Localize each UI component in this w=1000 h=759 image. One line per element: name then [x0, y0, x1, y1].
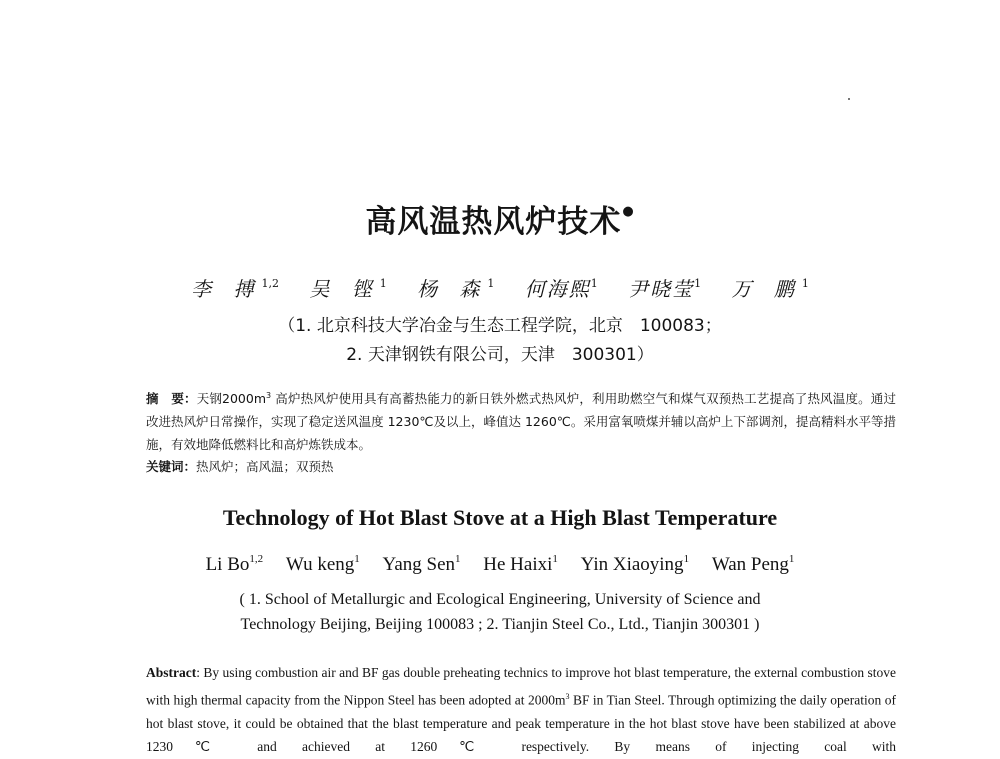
scan-speck — [848, 98, 850, 100]
author-en: Wan Peng$^1$ — [711, 553, 795, 575]
title-footnote-mark: ● — [622, 204, 635, 219]
author-en: Yang Sen$^1$ — [382, 553, 461, 575]
author-en: He Haixi$^1$ — [483, 553, 558, 575]
author-cn: 杨 森$^1$ — [417, 277, 495, 301]
author-cn: 何海熙$^1$ — [524, 277, 598, 301]
author-cn: 吴 铿$^1$ — [309, 277, 387, 301]
chinese-affiliation-line2: 2. 天津钢铁有限公司，天津 300301） — [346, 345, 654, 365]
english-affiliation-line1: ( 1. School of Metallurgic and Ecological Engineering, University of Science and — [239, 591, 761, 608]
english-title: Technology of Hot Blast Stove at a High Blast Temperature — [222, 505, 778, 530]
author-en: Wu keng$^1$ — [285, 553, 360, 575]
author-cn: 李 搏$^{1,2}$ — [191, 277, 279, 301]
author-cn: 万 鹏$^1$ — [731, 277, 809, 301]
chinese-title — [0, 192, 1000, 242]
english-abstract-label: Abstract — [146, 665, 197, 680]
chinese-abstract-label: 摘 要： — [146, 391, 197, 407]
chinese-keywords-label: 关键词： — [146, 459, 197, 474]
author-en: Yin Xiaoying$^1$ — [580, 553, 690, 575]
chinese-affiliation-line1: （1. 北京科技大学冶金与生态工程学院，北京 100083； — [278, 316, 722, 336]
chinese-keywords: 关键词：热风炉；高风温；双预热 — [146, 459, 334, 474]
english-authors — [0, 546, 1000, 578]
english-abstract: Abstract: By using combustion air and BF gas double preheating technics to improve hot blast temperature, the external combustion stove with high thermal capacity from the Nippon Steel has been adopted at $2000m^3$ BF in Tian Steel. Through optimizing the daily operation of hot blast stove, it could be obtained that the blast temperature and peak temperature in the hot blast stove have been stabilized at above 1230℃ and achieved at 1260℃ respectively. By means of injecting coal with — [146, 665, 897, 754]
author-cn: 尹晓莹$^1$ — [628, 277, 702, 301]
chinese-title-text: 高风温热风炉技术 — [365, 204, 622, 240]
chinese-authors — [0, 271, 1000, 302]
english-affiliation-line2: Technology Beijing, Beijing 100083 ; 2. Tianjin Steel Co., Ltd., Tianjin 300301 ) — [240, 616, 760, 633]
author-en: Li Bo$^{1,2}$ — [205, 553, 264, 575]
chinese-abstract: 摘 要：天钢$2000m^3$ 高炉热风炉使用具有高蓄热能力的新日铁外燃式热风炉，利用助燃空气和煤气双预热工艺提高了热风温度。通过改进热风炉日常操作，实现了稳定送风温度 1230℃及以上，峰值达 1260℃。采用富氧喷煤并辅以高炉上下部调剂，提高精料水平等措施，有效地降低燃料比和高炉炼铁成本。 — [146, 391, 896, 453]
